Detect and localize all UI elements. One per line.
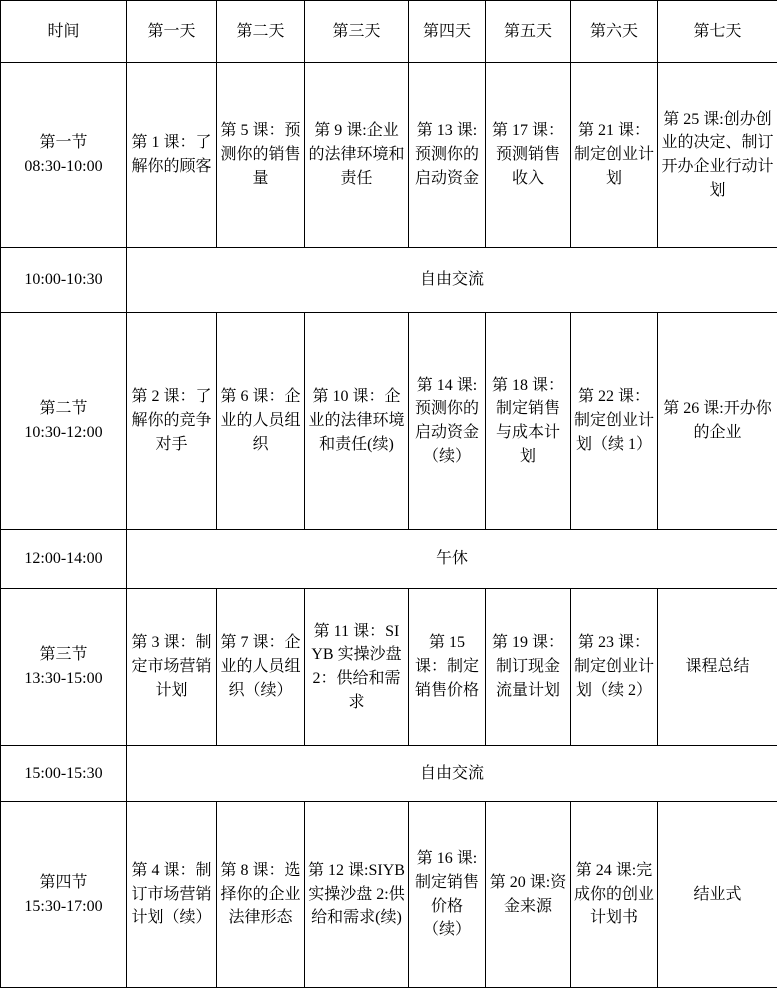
cell-p2-d5: 第 18 课：制定销售与成本计划 xyxy=(486,313,571,530)
period-4-time-range: 15:30-17:00 xyxy=(24,898,102,915)
break-1-label: 自由交流 xyxy=(127,248,777,313)
header-day-1: 第一天 xyxy=(127,1,217,63)
cell-p3-d4: 第 15 课：制定销售价格 xyxy=(409,589,486,746)
cell-p3-d1: 第 3 课：制定市场营销计划 xyxy=(127,589,217,746)
cell-p4-d3: 第 12 课:SIYB 实操沙盘 2:供给和需求(续) xyxy=(305,802,409,988)
period-1-time-range: 08:30-10:00 xyxy=(24,158,102,175)
period-1-time xyxy=(1,63,127,248)
period-2-time xyxy=(1,313,127,530)
cell-p1-d6: 第 21 课：制定创业计划 xyxy=(571,63,658,248)
cell-p4-d2: 第 8 课：选择你的企业法律形态 xyxy=(217,802,305,988)
cell-p3-d6: 第 23 课：制定创业计划（续 2） xyxy=(571,589,658,746)
table-row-period-1 xyxy=(1,63,777,248)
cell-p4-d1: 第 4 课：制订市场营销计划（续） xyxy=(127,802,217,988)
table-header-row xyxy=(1,1,777,63)
cell-p4-d4: 第 16 课:制定销售价格（续） xyxy=(409,802,486,988)
period-3-session-label: 第三节 xyxy=(39,646,87,663)
cell-p4-d6: 第 24 课:完成你的创业计划书 xyxy=(571,802,658,988)
cell-p3-d3: 第 11 课：SIYB 实操沙盘 2：供给和需求 xyxy=(305,589,409,746)
table-row-period-2 xyxy=(1,313,777,530)
cell-p1-d5: 第 17 课：预测销售收入 xyxy=(486,63,571,248)
cell-p2-d6: 第 22 课：制定创业计划（续 1） xyxy=(571,313,658,530)
cell-p1-d1: 第 1 课：了解你的顾客 xyxy=(127,63,217,248)
cell-p1-d2: 第 5 课：预测你的销售量 xyxy=(217,63,305,248)
period-4-session-label: 第四节 xyxy=(39,874,87,891)
cell-p1-d4: 第 13 课:预测你的启动资金 xyxy=(409,63,486,248)
cell-p3-d7: 课程总结 xyxy=(658,589,777,746)
period-4-time xyxy=(1,802,127,988)
period-2-time-range: 10:30-12:00 xyxy=(24,424,102,441)
break-2-label: 午休 xyxy=(127,530,777,589)
header-time: 时间 xyxy=(1,1,127,63)
table-row-break-1 xyxy=(1,248,777,313)
cell-p4-d5: 第 20 课:资金来源 xyxy=(486,802,571,988)
period-1-session-label: 第一节 xyxy=(39,134,87,151)
cell-p2-d2: 第 6 课：企业的人员组织 xyxy=(217,313,305,530)
cell-p2-d7: 第 26 课:开办你的企业 xyxy=(658,313,777,530)
cell-p1-d7: 第 25 课:创办创业的决定、制订开办企业行动计划 xyxy=(658,63,777,248)
table-row-period-3 xyxy=(1,589,777,746)
break-3-label: 自由交流 xyxy=(127,746,777,802)
header-day-4: 第四天 xyxy=(409,1,486,63)
table-row-period-4 xyxy=(1,802,777,988)
cell-p3-d5: 第 19 课：制订现金流量计划 xyxy=(486,589,571,746)
period-3-time-range: 13:30-15:00 xyxy=(24,670,102,687)
period-3-time xyxy=(1,589,127,746)
header-day-2: 第二天 xyxy=(217,1,305,63)
header-day-3: 第三天 xyxy=(305,1,409,63)
cell-p2-d3: 第 10 课：企业的法律环境和责任(续) xyxy=(305,313,409,530)
header-day-7: 第七天 xyxy=(658,1,777,63)
cell-p3-d2: 第 7 课：企业的人员组织（续） xyxy=(217,589,305,746)
cell-p2-d1: 第 2 课：了解你的竞争对手 xyxy=(127,313,217,530)
header-day-5: 第五天 xyxy=(486,1,571,63)
cell-p1-d3: 第 9 课:企业的法律环境和责任 xyxy=(305,63,409,248)
break-3-time: 15:00-15:30 xyxy=(1,746,127,802)
period-2-session-label: 第二节 xyxy=(39,400,87,417)
break-1-time: 10:00-10:30 xyxy=(1,248,127,313)
table-row-break-2 xyxy=(1,530,777,589)
header-day-6: 第六天 xyxy=(571,1,658,63)
table-row-break-3 xyxy=(1,746,777,802)
cell-p2-d4: 第 14 课:预测你的启动资金（续） xyxy=(409,313,486,530)
break-2-time: 12:00-14:00 xyxy=(1,530,127,589)
cell-p4-d7: 结业式 xyxy=(658,802,777,988)
